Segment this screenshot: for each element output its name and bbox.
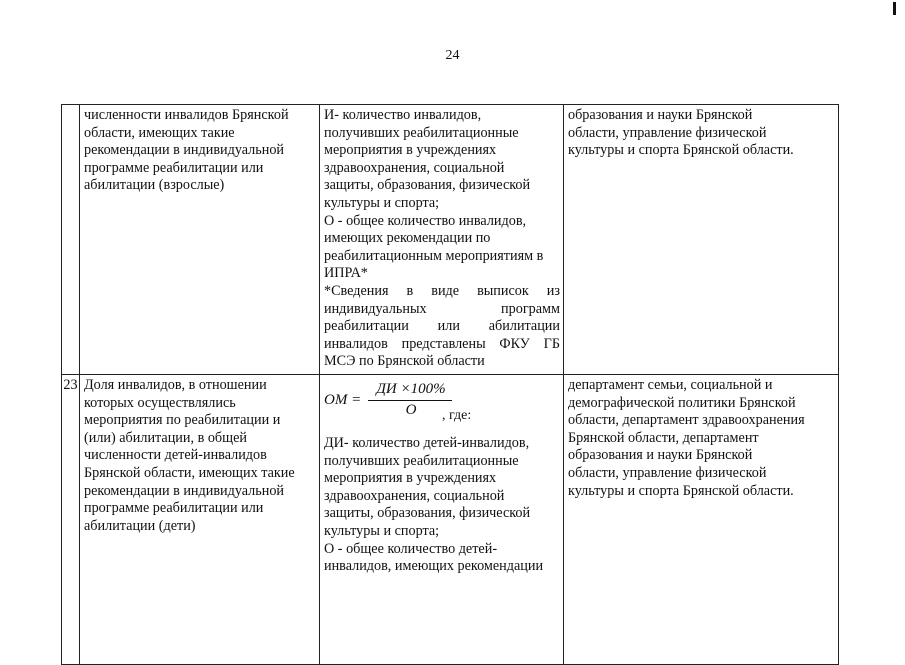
responsible-line: области, управление физической xyxy=(568,464,767,481)
source-note-line: инвалидов представлены ФКУ ГБ xyxy=(324,335,560,352)
method-line: мероприятия в учреждениях xyxy=(324,142,497,159)
method-line: ИПРА* xyxy=(324,265,368,282)
method-line: О - общее количество инвалидов, xyxy=(324,212,527,229)
method-line: защиты, образования, физической xyxy=(324,505,531,522)
formula-denominator: О xyxy=(405,402,417,418)
method-line: мероприятия в учреждениях xyxy=(324,470,497,487)
source-note-line: МСЭ по Брянской области xyxy=(324,353,485,370)
indicator-name-line: численности детей-инвалидов xyxy=(84,447,267,464)
indicator-name-cell xyxy=(80,105,320,375)
responsible-line: образования и науки Брянской xyxy=(568,447,753,464)
responsible-cell xyxy=(564,375,839,665)
method-line: О - общее количество детей- xyxy=(324,540,498,557)
responsible-cell xyxy=(564,105,839,375)
indicator-name-line: которых осуществлялись xyxy=(84,394,236,411)
responsible-line: департамент семьи, социальной и xyxy=(568,377,773,393)
formula xyxy=(324,381,560,423)
row-number-cell xyxy=(62,105,80,375)
indicator-name-line: (или) абилитации, в общей xyxy=(84,429,247,446)
method-line: инвалидов, имеющих рекомендации xyxy=(324,558,544,575)
indicator-name-line: программе реабилитации или xyxy=(84,159,264,176)
indicator-table xyxy=(61,104,839,665)
method-line: И- количество инвалидов, xyxy=(324,107,482,123)
indicator-name-line: абилитации (дети) xyxy=(84,517,196,534)
method-line: здравоохранения, социальной xyxy=(324,487,505,504)
indicator-name-line: области, имеющих такие xyxy=(84,124,235,141)
source-note-line: *Сведения в виде выписок из xyxy=(324,282,560,299)
scan-edge-mark xyxy=(893,2,896,15)
method-line: имеющих рекомендации по xyxy=(324,230,491,247)
method-line: защиты, образования, физической xyxy=(324,177,531,194)
indicator-name-line: Брянской области, имеющих такие xyxy=(84,464,295,481)
indicator-name-line: мероприятия по реабилитации и xyxy=(84,412,281,429)
calculation-method-cell xyxy=(320,105,564,375)
method-line: получивших реабилитационные xyxy=(324,124,519,141)
indicator-name-line: рекомендации в индивидуальной xyxy=(84,142,285,159)
responsible-line: культуры и спорта Брянской области. xyxy=(568,142,794,159)
calculation-method-cell xyxy=(320,375,564,665)
formula-lhs: ОМ = xyxy=(324,392,362,408)
indicator-name-line: численности инвалидов Брянской xyxy=(84,107,289,123)
responsible-line: Брянской области, департамент xyxy=(568,429,759,446)
method-line: культуры и спорта; xyxy=(324,194,440,211)
indicator-name-line: программе реабилитации или xyxy=(84,500,264,517)
table-row xyxy=(62,375,839,665)
responsible-line: образования и науки Брянской xyxy=(568,107,753,123)
method-line: реабилитационным мероприятиям в xyxy=(324,247,544,264)
method-line: здравоохранения, социальной xyxy=(324,159,505,176)
fraction-bar xyxy=(368,400,452,401)
responsible-line: области, департамент здравоохранения xyxy=(568,412,805,429)
indicator-name-line: Доля инвалидов, в отношении xyxy=(84,377,267,393)
indicator-name-line: рекомендации в индивидуальной xyxy=(84,482,285,499)
page-number: 24 xyxy=(445,48,460,63)
source-note-line: реабилитации или абилитации xyxy=(324,318,560,335)
formula-tail: , где: xyxy=(442,408,472,423)
formula-numerator: ДИ ×100% xyxy=(376,381,446,397)
table-row xyxy=(62,105,839,375)
method-line: культуры и спорта; xyxy=(324,522,440,539)
source-note-line: индивидуальных программ xyxy=(324,300,560,317)
responsible-line: демографической политики Брянской xyxy=(568,394,796,411)
row-number-cell: 23 xyxy=(62,375,80,665)
responsible-line: области, управление физической xyxy=(568,124,767,141)
method-line: получивших реабилитационные xyxy=(324,452,519,469)
indicator-name-line: абилитации (взрослые) xyxy=(84,177,225,194)
method-line: ДИ- количество детей-инвалидов, xyxy=(324,435,530,451)
indicator-name-cell xyxy=(80,375,320,665)
responsible-line: культуры и спорта Брянской области. xyxy=(568,482,794,499)
